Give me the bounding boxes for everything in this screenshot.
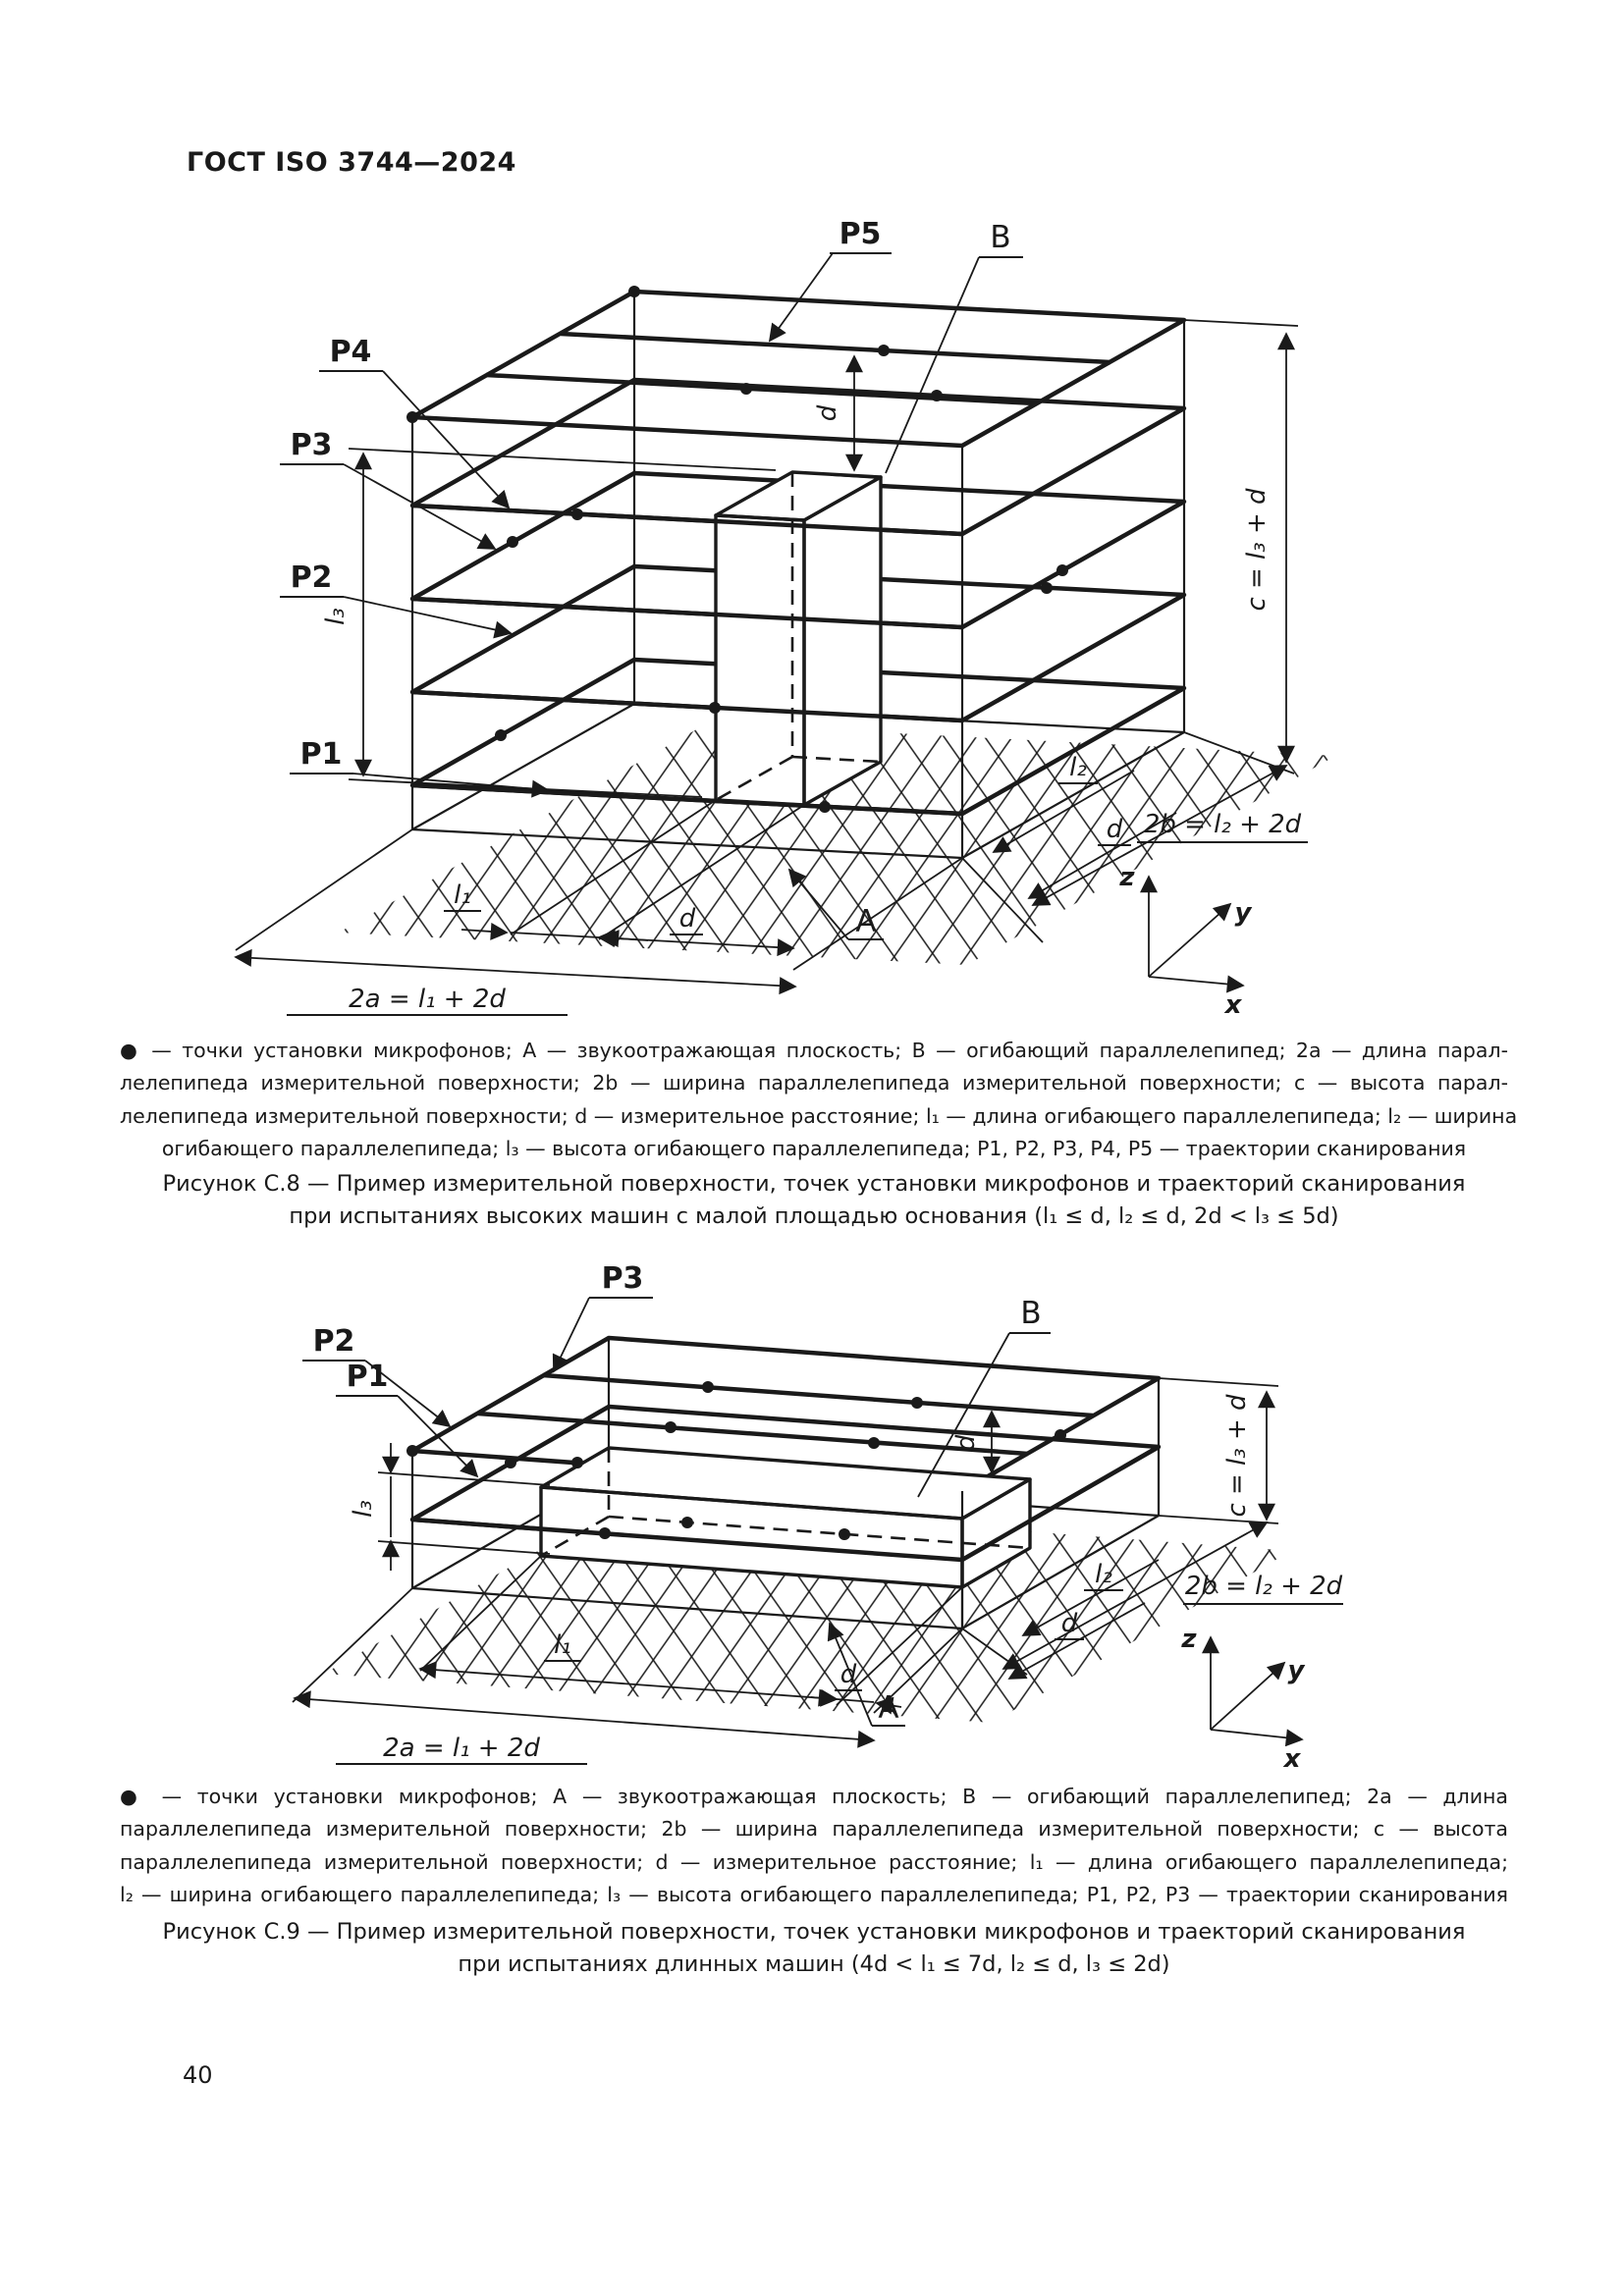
fig-c8-dim-2a-equation: 2a = l₁ + 2d bbox=[349, 985, 506, 1014]
fig-c8-coordinate-axes bbox=[1149, 877, 1243, 986]
fig-c8-caption-line2: при испытаниях высоких машин с малой площадью основания (l₁ ≤ d, l₂ ≤ d, 2d < l₃ ≤ 5d) bbox=[289, 1203, 1339, 1229]
fig-c8-dim-d-right: d bbox=[1106, 815, 1123, 844]
fig-c8-label-p2: P2 bbox=[290, 561, 333, 595]
fig-c8-label-p1: P1 bbox=[299, 737, 343, 772]
fig-c8-label-b: B bbox=[990, 220, 1011, 255]
page-header: ГОСТ ISO 3744—2024 bbox=[187, 147, 516, 178]
fig-c9-dim-d-bottom: d bbox=[839, 1660, 857, 1689]
fig-c9-dim-c-equation: c = l₃ + d bbox=[1222, 1394, 1252, 1518]
fig-c9-dim-2b-equation: 2b = l₂ + 2d bbox=[1184, 1572, 1343, 1601]
fig-c8-label-p5: P5 bbox=[839, 217, 882, 251]
fig-c9-legend-line2: параллелепипеда измерительной поверхности; 2b — ширина параллелепипеда измерительной поверхности; с — высота bbox=[120, 1817, 1508, 1842]
fig-c8-legend-line3: лелепипеда измерительной поверхности; d — измерительное расстояние; l₁ — длина огибающего параллелепипеда; l₂ — ширина bbox=[120, 1103, 1518, 1128]
fig-c8-label-a: A bbox=[855, 904, 877, 939]
fig-c8-dim-l2: l₂ bbox=[1069, 753, 1087, 782]
fig-c9-legend-line3: параллелепипеда измерительной поверхности; d — измерительное расстояние; l₁ — длина огибающего параллелепипеда; bbox=[120, 1849, 1508, 1874]
fig-c8-label-p4: P4 bbox=[329, 335, 372, 369]
page-number: 40 bbox=[183, 2061, 213, 2089]
fig-c9-dim-d-top: d bbox=[951, 1434, 981, 1452]
fig-c8-label-p3: P3 bbox=[290, 428, 333, 462]
fig-c8-dim-2b-equation: 2b = l₂ + 2d bbox=[1143, 810, 1302, 839]
fig-c9-label-p1: P1 bbox=[346, 1360, 389, 1394]
fig-c8-axis-x: x bbox=[1224, 990, 1242, 1020]
figure-c9 bbox=[0, 1239, 1624, 1779]
fig-c8-caption bbox=[120, 1168, 1508, 1233]
fig-c9-legend bbox=[120, 1781, 1508, 1912]
fig-c9-axis-z: z bbox=[1181, 1625, 1197, 1654]
fig-c9-caption bbox=[120, 1916, 1508, 1981]
fig-c8-dim-d-top: d bbox=[813, 404, 842, 422]
fig-c8-dim-l1: l₁ bbox=[454, 881, 471, 910]
fig-c8-caption-line1: Рисунок С.8 — Пример измерительной поверхности, точек установки микрофонов и траекторий сканирования bbox=[162, 1171, 1466, 1197]
fig-c9-axis-y: y bbox=[1287, 1656, 1305, 1685]
fig-c9-legend-line1: ● — точки установки микрофонов; А — звукоотражающая плоскость; В — огибающий параллелепипед; 2а — длина bbox=[120, 1785, 1508, 1808]
fig-c8-legend-line1: ● — точки установки микрофонов; А — звукоотражающая плоскость; В — огибающий параллелепипед; 2а — длина парал- bbox=[120, 1039, 1508, 1062]
fig-c8-dim-c-equation: c = l₃ + d bbox=[1242, 488, 1272, 612]
fig-c9-dim-l3: l₃ bbox=[349, 1500, 378, 1518]
fig-c9-legend-line4: l₂ — ширина огибающего параллелепипеда; l₃ — высота огибающего параллелепипеда; P1, P2, P3 — траектории сканирования bbox=[120, 1883, 1508, 1907]
fig-c8-legend bbox=[120, 1035, 1518, 1166]
fig-c9-dim-d-right: d bbox=[1060, 1609, 1078, 1638]
fig-c8-axis-z: z bbox=[1119, 863, 1135, 892]
fig-c9-caption-line2: при испытаниях длинных машин (4d < l₁ ≤ 7d, l₂ ≤ d, l₃ ≤ 2d) bbox=[458, 1951, 1170, 1977]
fig-c9-label-a: A bbox=[878, 1690, 899, 1726]
fig-c8-axis-y: y bbox=[1234, 898, 1252, 928]
fig-c9-label-p3: P3 bbox=[601, 1261, 644, 1296]
figure-c8 bbox=[0, 147, 1624, 1036]
fig-c8-legend-line4: огибающего параллелепипеда; l₃ — высота огибающего параллелепипеда; P1, P2, P3, P4, P5 — траектории сканирования bbox=[161, 1137, 1467, 1161]
fig-c9-caption-line1: Рисунок С.9 — Пример измерительной поверхности, точек установки микрофонов и траекторий сканирования bbox=[162, 1919, 1466, 1945]
fig-c9-label-p2: P2 bbox=[312, 1324, 355, 1359]
fig-c9-coordinate-axes bbox=[1211, 1637, 1302, 1739]
fig-c8-dim-d-bottom: d bbox=[678, 904, 696, 934]
fig-c8-dim-l3: l₃ bbox=[321, 608, 351, 625]
fig-c9-dim-l2: l₂ bbox=[1095, 1560, 1112, 1589]
fig-c9-axis-x: x bbox=[1283, 1744, 1301, 1774]
fig-c8-legend-line2: лелепипеда измерительной поверхности; 2b — ширина параллелепипеда измерительной поверхности; с — высота парал- bbox=[120, 1071, 1508, 1095]
fig-c9-label-b: B bbox=[1020, 1296, 1042, 1331]
fig-c9-dim-2a-equation: 2a = l₁ + 2d bbox=[383, 1734, 540, 1763]
fig-c9-dim-l1: l₁ bbox=[554, 1630, 571, 1660]
